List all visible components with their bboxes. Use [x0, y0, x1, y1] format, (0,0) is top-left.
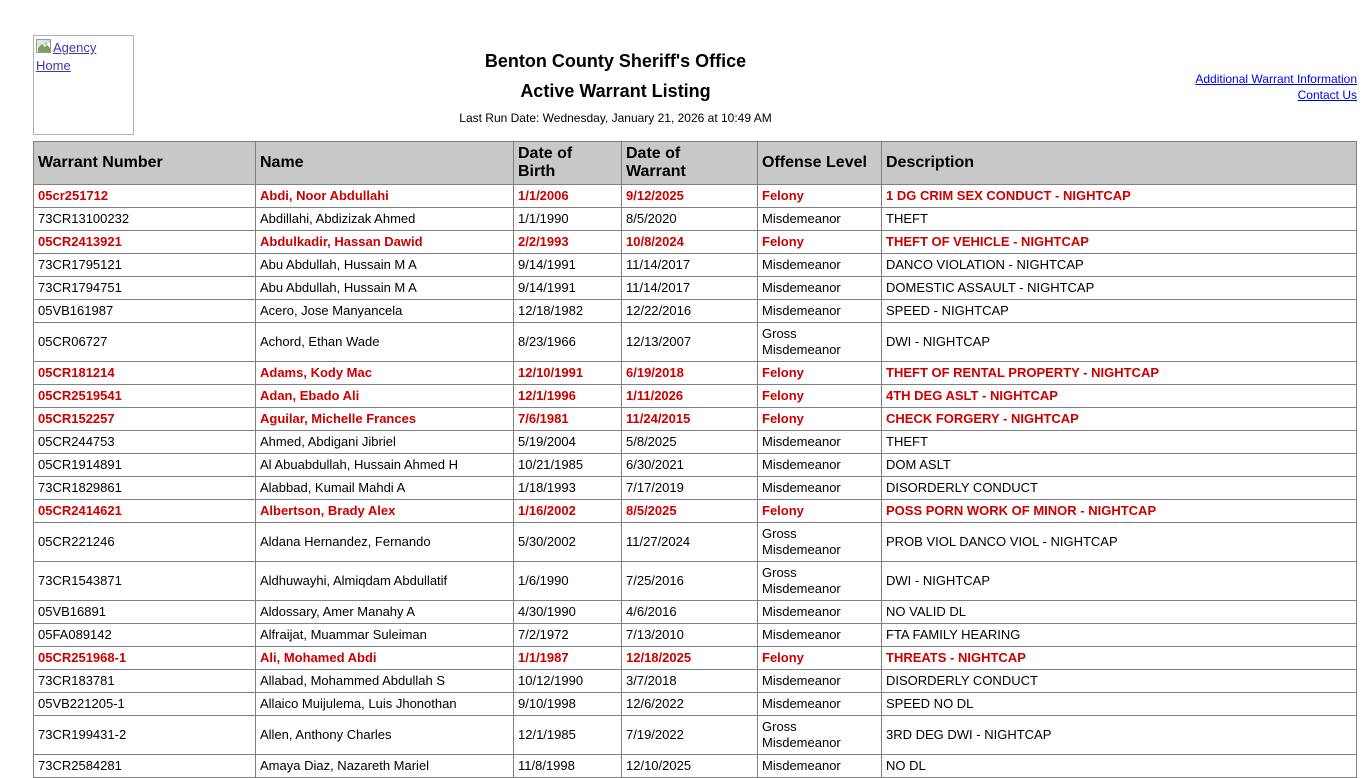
date-of-birth-cell: 7/2/1972: [514, 624, 622, 647]
description-cell: THREATS - NIGHTCAP: [882, 647, 1357, 670]
name-cell: Acero, Jose Manyancela: [256, 300, 514, 323]
table-row: [34, 385, 1357, 408]
date-of-warrant-cell: 12/13/2007: [622, 323, 758, 362]
name-cell: Al Abuabdullah, Hussain Ahmed H: [256, 454, 514, 477]
table-row: [34, 323, 1357, 362]
date-of-birth-cell: 5/30/2002: [514, 523, 622, 562]
header-row: [34, 142, 1357, 185]
date-of-warrant-cell: 4/6/2016: [622, 601, 758, 624]
name-cell: Abdi, Noor Abdullahi: [256, 185, 514, 208]
name-cell: Allaico Muijulema, Luis Jhonothan: [256, 693, 514, 716]
name-cell: Ali, Mohamed Abdi: [256, 647, 514, 670]
column-header-date-of-birth: Date of Birth: [514, 142, 622, 185]
name-cell: Abu Abdullah, Hussain M A: [256, 254, 514, 277]
warrant-number-cell: 73CR183781: [34, 670, 256, 693]
date-of-warrant-cell: 11/27/2024: [622, 523, 758, 562]
warrant-number-cell: 73CR1829861: [34, 477, 256, 500]
description-cell: NO VALID DL: [882, 601, 1357, 624]
description-cell: DANCO VIOLATION - NIGHTCAP: [882, 254, 1357, 277]
page-subtitle: Active Warrant Listing: [520, 81, 711, 101]
broken-image-icon: [36, 39, 51, 57]
warrant-number-cell: 05cr251712: [34, 185, 256, 208]
column-header-name: Name: [256, 142, 514, 185]
name-cell: Adams, Kody Mac: [256, 362, 514, 385]
name-cell: Amaya Diaz, Nazareth Mariel: [256, 755, 514, 778]
table-row: [34, 624, 1357, 647]
last-run-date: Last Run Date: Wednesday, January 21, 2026 at 10:49 AM: [459, 111, 772, 125]
warrant-number-cell: 05VB221205-1: [34, 693, 256, 716]
offense-level-cell: Misdemeanor: [758, 624, 882, 647]
date-of-birth-cell: 1/18/1993: [514, 477, 622, 500]
title-block: [134, 35, 1097, 135]
date-of-birth-cell: 10/12/1990: [514, 670, 622, 693]
date-of-birth-cell: 2/2/1993: [514, 231, 622, 254]
date-of-birth-cell: 1/6/1990: [514, 562, 622, 601]
warrant-number-cell: 73CR1543871: [34, 562, 256, 601]
offense-level-cell: Misdemeanor: [758, 431, 882, 454]
date-of-warrant-cell: 7/17/2019: [622, 477, 758, 500]
table-row: [34, 500, 1357, 523]
date-of-birth-cell: 1/1/1987: [514, 647, 622, 670]
table-row: [34, 408, 1357, 431]
offense-level-cell: Misdemeanor: [758, 254, 882, 277]
warrant-number-cell: 73CR2584281: [34, 755, 256, 778]
table-row: [34, 300, 1357, 323]
agency-logo-box: [33, 35, 134, 135]
name-cell: Aldana Hernandez, Fernando: [256, 523, 514, 562]
name-cell: Ahmed, Abdigani Jibriel: [256, 431, 514, 454]
description-cell: 4TH DEG ASLT - NIGHTCAP: [882, 385, 1357, 408]
table-row: [34, 277, 1357, 300]
date-of-birth-cell: 10/21/1985: [514, 454, 622, 477]
table-row: [34, 254, 1357, 277]
column-header-date-of-warrant: Date of Warrant: [622, 142, 758, 185]
warrant-number-cell: 73CR13100232: [34, 208, 256, 231]
agency-home-label: Agency Home: [36, 40, 97, 73]
date-of-birth-cell: 12/1/1985: [514, 716, 622, 755]
offense-level-cell: Misdemeanor: [758, 755, 882, 778]
offense-level-cell: Felony: [758, 500, 882, 523]
description-cell: THEFT OF RENTAL PROPERTY - NIGHTCAP: [882, 362, 1357, 385]
offense-level-cell: Gross Misdemeanor: [758, 716, 882, 755]
name-cell: Aguilar, Michelle Frances: [256, 408, 514, 431]
name-cell: Aldossary, Amer Manahy A: [256, 601, 514, 624]
table-row: [34, 562, 1357, 601]
date-of-warrant-cell: 7/19/2022: [622, 716, 758, 755]
table-row: [34, 755, 1357, 778]
offense-level-cell: Misdemeanor: [758, 454, 882, 477]
description-cell: THEFT: [882, 431, 1357, 454]
table-row: [34, 208, 1357, 231]
offense-level-cell: Felony: [758, 647, 882, 670]
date-of-warrant-cell: 5/8/2025: [622, 431, 758, 454]
warrant-table: [33, 141, 1357, 778]
agency-home-link[interactable]: [36, 40, 96, 73]
date-of-warrant-cell: 12/22/2016: [622, 300, 758, 323]
table-row: [34, 523, 1357, 562]
date-of-warrant-cell: 11/14/2017: [622, 277, 758, 300]
name-cell: Abu Abdullah, Hussain M A: [256, 277, 514, 300]
table-row: [34, 454, 1357, 477]
date-of-birth-cell: 11/8/1998: [514, 755, 622, 778]
table-row: [34, 693, 1357, 716]
warrant-number-cell: 05CR244753: [34, 431, 256, 454]
warrant-number-cell: 05CR2413921: [34, 231, 256, 254]
additional-warrant-info-link[interactable]: Additional Warrant Information: [1195, 72, 1357, 86]
description-cell: DWI - NIGHTCAP: [882, 323, 1357, 362]
description-cell: 1 DG CRIM SEX CONDUCT - NIGHTCAP: [882, 185, 1357, 208]
date-of-birth-cell: 9/14/1991: [514, 254, 622, 277]
offense-level-cell: Misdemeanor: [758, 300, 882, 323]
offense-level-cell: Misdemeanor: [758, 477, 882, 500]
date-of-birth-cell: 7/6/1981: [514, 408, 622, 431]
name-cell: Achord, Ethan Wade: [256, 323, 514, 362]
offense-level-cell: Gross Misdemeanor: [758, 323, 882, 362]
offense-level-cell: Misdemeanor: [758, 693, 882, 716]
offense-level-cell: Felony: [758, 408, 882, 431]
description-cell: DISORDERLY CONDUCT: [882, 670, 1357, 693]
name-cell: Allen, Anthony Charles: [256, 716, 514, 755]
warrant-number-cell: 73CR1794751: [34, 277, 256, 300]
table-row: [34, 670, 1357, 693]
name-cell: Abdillahi, Abdizizak Ahmed: [256, 208, 514, 231]
offense-level-cell: Felony: [758, 231, 882, 254]
date-of-warrant-cell: 12/10/2025: [622, 755, 758, 778]
date-of-warrant-cell: 11/24/2015: [622, 408, 758, 431]
warrant-number-cell: 05VB161987: [34, 300, 256, 323]
date-of-warrant-cell: 6/19/2018: [622, 362, 758, 385]
name-cell: Aldhuwayhi, Almiqdam Abdullatif: [256, 562, 514, 601]
offense-level-cell: Felony: [758, 385, 882, 408]
name-cell: Abdulkadir, Hassan Dawid: [256, 231, 514, 254]
offense-level-cell: Misdemeanor: [758, 670, 882, 693]
date-of-birth-cell: 12/1/1996: [514, 385, 622, 408]
description-cell: POSS PORN WORK OF MINOR - NIGHTCAP: [882, 500, 1357, 523]
warrant-number-cell: 05CR221246: [34, 523, 256, 562]
date-of-birth-cell: 9/14/1991: [514, 277, 622, 300]
warrant-number-cell: 05CR06727: [34, 323, 256, 362]
description-cell: DOMESTIC ASSAULT - NIGHTCAP: [882, 277, 1357, 300]
table-row: [34, 716, 1357, 755]
date-of-birth-cell: 12/10/1991: [514, 362, 622, 385]
description-cell: PROB VIOL DANCO VIOL - NIGHTCAP: [882, 523, 1357, 562]
date-of-birth-cell: 1/16/2002: [514, 500, 622, 523]
warrant-number-cell: 05FA089142: [34, 624, 256, 647]
warrant-number-cell: 05CR152257: [34, 408, 256, 431]
date-of-warrant-cell: 10/8/2024: [622, 231, 758, 254]
nav-links: [1097, 35, 1357, 135]
table-row: [34, 477, 1357, 500]
date-of-warrant-cell: 3/7/2018: [622, 670, 758, 693]
name-cell: Adan, Ebado Ali: [256, 385, 514, 408]
table-row: [34, 431, 1357, 454]
description-cell: DWI - NIGHTCAP: [882, 562, 1357, 601]
description-cell: DOM ASLT: [882, 454, 1357, 477]
description-cell: SPEED NO DL: [882, 693, 1357, 716]
warrant-table-body: [34, 185, 1357, 778]
date-of-warrant-cell: 12/18/2025: [622, 647, 758, 670]
warrant-table-header: [34, 142, 1357, 185]
date-of-birth-cell: 1/1/2006: [514, 185, 622, 208]
table-row: [34, 362, 1357, 385]
description-cell: THEFT: [882, 208, 1357, 231]
date-of-birth-cell: 9/10/1998: [514, 693, 622, 716]
description-cell: SPEED - NIGHTCAP: [882, 300, 1357, 323]
description-cell: NO DL: [882, 755, 1357, 778]
contact-us-link[interactable]: Contact Us: [1297, 88, 1357, 102]
description-cell: FTA FAMILY HEARING: [882, 624, 1357, 647]
date-of-warrant-cell: 11/14/2017: [622, 254, 758, 277]
description-cell: CHECK FORGERY - NIGHTCAP: [882, 408, 1357, 431]
date-of-warrant-cell: 6/30/2021: [622, 454, 758, 477]
warrant-number-cell: 73CR1795121: [34, 254, 256, 277]
table-row: [34, 647, 1357, 670]
warrant-number-cell: 05CR2519541: [34, 385, 256, 408]
description-cell: DISORDERLY CONDUCT: [882, 477, 1357, 500]
date-of-warrant-cell: 8/5/2020: [622, 208, 758, 231]
description-cell: THEFT OF VEHICLE - NIGHTCAP: [882, 231, 1357, 254]
table-row: [34, 231, 1357, 254]
date-of-warrant-cell: 12/6/2022: [622, 693, 758, 716]
name-cell: Alfraijat, Muammar Suleiman: [256, 624, 514, 647]
warrant-number-cell: 05CR2414621: [34, 500, 256, 523]
warrant-number-cell: 05VB16891: [34, 601, 256, 624]
page-title: Benton County Sheriff's Office: [484, 51, 747, 71]
column-header-warrant-number: Warrant Number: [34, 142, 256, 185]
column-header-offense-level: Offense Level: [758, 142, 882, 185]
name-cell: Alabbad, Kumail Mahdi A: [256, 477, 514, 500]
offense-level-cell: Misdemeanor: [758, 601, 882, 624]
offense-level-cell: Felony: [758, 362, 882, 385]
date-of-birth-cell: 5/19/2004: [514, 431, 622, 454]
page-header: [33, 0, 1357, 135]
description-cell: 3RD DEG DWI - NIGHTCAP: [882, 716, 1357, 755]
date-of-warrant-cell: 8/5/2025: [622, 500, 758, 523]
offense-level-cell: Gross Misdemeanor: [758, 523, 882, 562]
offense-level-cell: Misdemeanor: [758, 208, 882, 231]
offense-level-cell: Misdemeanor: [758, 277, 882, 300]
date-of-birth-cell: 1/1/1990: [514, 208, 622, 231]
warrant-number-cell: 05CR181214: [34, 362, 256, 385]
date-of-warrant-cell: 1/11/2026: [622, 385, 758, 408]
warrant-number-cell: 05CR1914891: [34, 454, 256, 477]
date-of-birth-cell: 8/23/1966: [514, 323, 622, 362]
warrant-number-cell: 05CR251968-1: [34, 647, 256, 670]
name-cell: Allabad, Mohammed Abdullah S: [256, 670, 514, 693]
column-header-description: Description: [882, 142, 1357, 185]
table-row: [34, 185, 1357, 208]
date-of-birth-cell: 4/30/1990: [514, 601, 622, 624]
date-of-warrant-cell: 9/12/2025: [622, 185, 758, 208]
warrant-number-cell: 73CR199431-2: [34, 716, 256, 755]
table-row: [34, 601, 1357, 624]
date-of-birth-cell: 12/18/1982: [514, 300, 622, 323]
date-of-warrant-cell: 7/13/2010: [622, 624, 758, 647]
offense-level-cell: Felony: [758, 185, 882, 208]
offense-level-cell: Gross Misdemeanor: [758, 562, 882, 601]
name-cell: Albertson, Brady Alex: [256, 500, 514, 523]
date-of-warrant-cell: 7/25/2016: [622, 562, 758, 601]
